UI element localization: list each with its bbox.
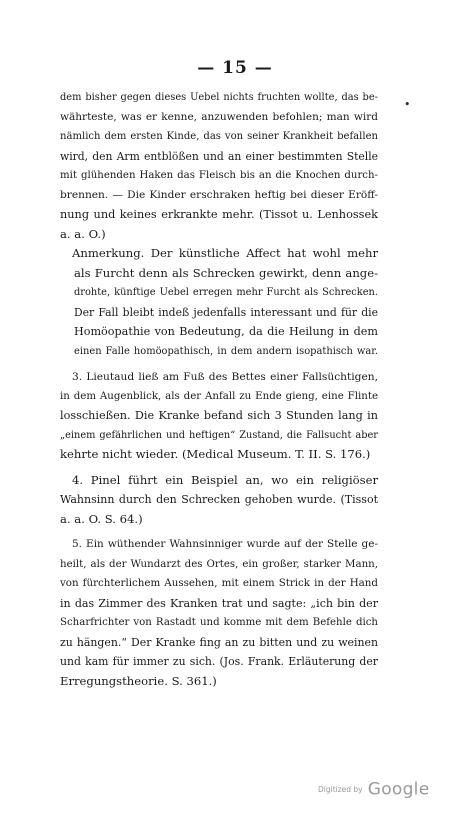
margin-mark: • xyxy=(404,98,411,111)
page-number: — 15 — xyxy=(197,58,273,78)
text-line: währteste, was er kenne, anzuwenden befohlen; man wird xyxy=(60,110,378,123)
digitized-by-google-watermark xyxy=(318,779,429,800)
text-line: 3. Lieutaud ließ am Fuß des Bettes einer Fallsüchtigen, xyxy=(72,370,378,383)
note-heading-line: Anmerkung. Der künstliche Affect hat wohl mehr xyxy=(72,246,378,260)
text-line: Erregungstheorie. S. 361.) xyxy=(60,673,217,688)
text-line: kehrte nicht wieder. (Medical Museum. T. II. S. 176.) xyxy=(60,447,371,461)
text-line: in das Zimmer des Kranken trat und sagte: „ich bin der xyxy=(60,596,378,610)
text-line: Scharfrichter von Rastadt und komme mit dem Befehle dich xyxy=(60,617,378,628)
google-logo: Google xyxy=(367,779,430,800)
text-line: in dem Augenblick, als der Anfall zu Ende gieng, eine Flinte xyxy=(60,390,378,402)
text-line: brennen. — Die Kinder erschraken heftig bei dieser Eröff- xyxy=(60,188,378,201)
text-line: und kam für immer zu sich. (Jos. Frank. Erläuterung der xyxy=(60,655,378,668)
text-line: heilt, als der Wundarzt des Ortes, ein großer, starker Mann, xyxy=(60,558,378,570)
note-line: drohte, künftige Uebel erregen mehr Furcht als Schrecken. xyxy=(74,287,378,298)
text-line: Wahnsinn durch den Schrecken gehoben wurde. (Tissot xyxy=(60,493,378,506)
text-line: „einem gefährlichen und heftigen“ Zustand, die Fallsucht aber xyxy=(60,429,378,441)
note-line: als Furcht denn als Schrecken gewirkt, denn ange- xyxy=(74,265,378,280)
text-line: a. a. O. S. 64.) xyxy=(60,511,143,526)
text-line: a. a. O.) xyxy=(60,226,106,241)
text-line: 4. Pinel führt ein Beispiel an, wo ein religiöser xyxy=(72,472,378,487)
note-line: Der Fall bleibt indeß jedenfalls interessant und für die xyxy=(74,305,378,319)
text-line: zu hängen.“ Der Kranke fing an zu bitten und zu weinen xyxy=(60,635,378,649)
text-line: dem bisher gegen dieses Uebel nichts fruchten wollte, das be- xyxy=(60,92,378,103)
text-line: losschießen. Die Kranke befand sich 3 Stunden lang in xyxy=(60,409,378,422)
text-line: wird, den Arm entblößen und an einer bestimmten Stelle xyxy=(60,149,378,163)
text-line: nung und keines erkrankte mehr. (Tissot u. Lenhossek xyxy=(60,208,378,221)
text-line: 5. Ein wüthender Wahnsinniger wurde auf der Stelle ge- xyxy=(72,538,378,550)
note-line: einen Falle homöopathisch, in dem andern isopathisch war. xyxy=(74,345,378,357)
text-line: mit glühenden Haken das Fleisch bis an die Knochen durch- xyxy=(60,170,378,181)
text-line: nämlich dem ersten Kinde, das von seiner Krankheit befallen xyxy=(60,131,378,142)
text-line: von fürchterlichem Aussehen, mit einem Strick in der Hand xyxy=(60,577,378,589)
watermark-prefix: Digitized by xyxy=(318,785,363,794)
note-line: Homöopathie von Bedeutung, da die Heilung in dem xyxy=(74,325,378,338)
body-text xyxy=(60,88,378,691)
